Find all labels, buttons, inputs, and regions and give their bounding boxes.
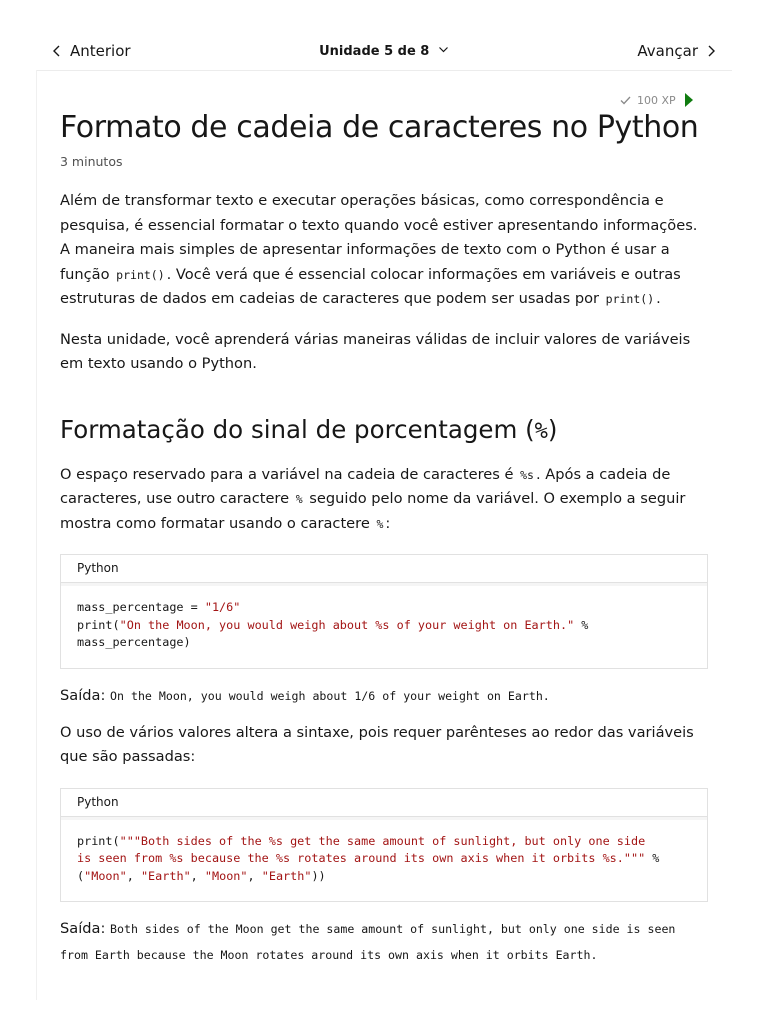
page-title: Formato de cadeia de caracteres no Python: [60, 110, 699, 145]
intro-paragraph: Além de transformar texto e executar operações básicas, como correspondência e pesquisa, é essencial formatar o texto quando você estiver apresentando informações. A maneira mais simples de apresentar informações de texto com o Python é usar a função print() . Você verá que é essencial colocar informações em variáveis e outras estruturas de dados em cadeias de caracteres que podem ser usadas por print() .: [60, 192, 698, 307]
multi-value-paragraph: O uso de vários valores altera a sintaxe, pois requer parênteses ao redor das variáveis que são passadas:: [60, 723, 694, 765]
code-language-label: Python: [61, 789, 707, 817]
code-block: [60, 554, 708, 669]
next-link[interactable]: [637, 42, 718, 60]
code-language-label: Python: [61, 555, 707, 583]
output-label: Saída:: [60, 920, 111, 937]
code-block-2: [60, 788, 708, 903]
content-divider: [36, 70, 37, 1000]
xp-label: 100 XP: [637, 93, 676, 107]
unit-label: Unidade 5 de 8: [319, 44, 430, 59]
check-icon: [620, 96, 631, 105]
output-text: Both sides of the Moon get the same amount of sunlight, but only one side is seen from Earth because the Moon rotates around its own axis when it orbits Earth.: [60, 922, 676, 962]
output-text: On the Moon, you would weigh about 1/6 of your weight on Earth.: [110, 688, 550, 703]
intro-paragraph-2: Nesta unidade, você aprenderá várias maneiras válidas de incluir valores de variáveis em texto usando o Python.: [60, 330, 691, 372]
output-line: [60, 683, 710, 709]
unit-content: [60, 106, 710, 968]
inline-code: %s: [520, 467, 534, 482]
output-line-2: [60, 916, 710, 968]
unit-navigation: [36, 28, 732, 71]
previous-label: Anterior: [70, 42, 131, 60]
chevron-right-icon: [704, 44, 718, 58]
code-content[interactable]: print("""Both sides of the %s get the same amount of sunlight, but only one side is seen from %s because the %s rotates around its own axis when it orbits %s.""" % ("Moon", "Earth", "Moon", "Earth")): [61, 817, 707, 902]
inline-code: print(): [605, 292, 655, 306]
inline-code: print(): [116, 267, 165, 282]
next-label: Avançar: [637, 42, 698, 60]
inline-code: %: [376, 516, 384, 531]
unit-selector[interactable]: [36, 44, 732, 59]
code-content[interactable]: mass_percentage = "1/6" print("On the Moon, you would weigh about %s of your weight on Earth." % mass_percentage): [61, 583, 707, 668]
section-paragraph: O espaço reservado para a variável na cadeia de caracteres é %s . Após a cadeia de caracteres, use outro caractere % seguido pelo nome da variável. O exemplo a seguir mostra como formatar usando o caractere % :: [60, 465, 686, 532]
output-label: Saída:: [60, 686, 111, 704]
chevron-down-icon: [438, 44, 449, 59]
duration-label: 3 minutos: [60, 154, 123, 169]
section-heading: Formatação do sinal de porcentagem (%): [60, 414, 558, 444]
inline-code: %: [295, 492, 303, 506]
